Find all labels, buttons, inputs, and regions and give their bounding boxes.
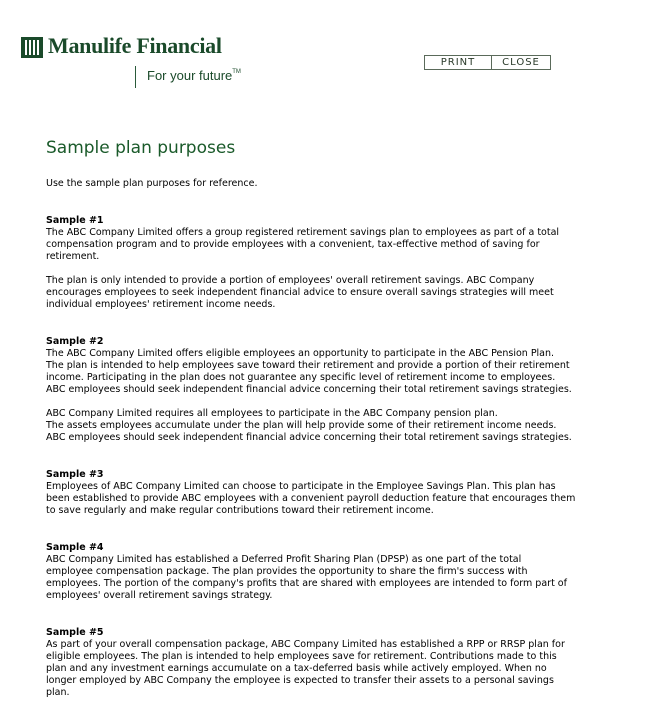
sample-paragraph: [46, 554, 665, 602]
text-line: plan.: [46, 687, 70, 698]
sample-paragraph: [46, 408, 665, 444]
samples-list: [46, 215, 665, 699]
paragraph-gap: [46, 263, 665, 275]
text-line: The plan is only intended to provide a portion of employees' overall retirement savings. ABC Company: [46, 275, 535, 286]
print-close-toolbar: [424, 55, 551, 70]
sample-section: [46, 336, 665, 444]
intro-text: Use the sample plan purposes for reference.: [46, 178, 258, 189]
manulife-stripes-icon: [21, 37, 43, 58]
text-line: The assets employees accumulate under the plan will help provide some of their retirement income needs.: [46, 420, 557, 431]
close-button[interactable]: CLOSE: [492, 56, 550, 69]
sample-section: [46, 215, 665, 311]
sample-section: [46, 627, 665, 699]
text-line: ABC Company Limited has established a Deferred Profit Sharing Plan (DPSP) as one part of the total: [46, 554, 522, 565]
sample-paragraph: [46, 481, 665, 517]
sample-paragraph: [46, 275, 665, 311]
sample-paragraph: [46, 348, 665, 396]
text-line: retirement.: [46, 251, 100, 262]
tagline-trademark: TM: [232, 69, 241, 75]
sample-section: [46, 542, 665, 602]
text-line: compensation program and to provide employees with a convenient, tax-effective method of saving for: [46, 239, 540, 250]
text-line: been established to provide ABC employees with a convenient payroll deduction feature that encourages them: [46, 493, 576, 504]
print-button[interactable]: PRINT: [425, 56, 492, 69]
text-line: The plan is intended to help employees save toward their retirement and provide a portion of their retirement: [46, 360, 570, 371]
brand-tagline: [147, 68, 241, 83]
paragraph-gap: [46, 396, 665, 408]
page-content: [46, 178, 665, 724]
text-line: longer employed by ABC Company the employee is expected to transfer their assets to a personal savings: [46, 675, 554, 686]
sample-heading: Sample #2: [46, 336, 104, 347]
brand-name: Manulife Financial: [48, 33, 222, 58]
text-line: employee compensation package. The plan provides the opportunity to share the firm's success with: [46, 566, 528, 577]
text-line: The ABC Company Limited offers eligible employees an opportunity to participate in the ABC Pension Plan.: [46, 348, 555, 359]
page-title: Sample plan purposes: [46, 138, 236, 158]
text-line: As part of your overall compensation package, ABC Company Limited has established a RPP or RRSP plan for: [46, 639, 565, 650]
text-line: individual employees' retirement income needs.: [46, 299, 276, 310]
manulife-logo: [21, 33, 261, 92]
sample-heading: Sample #4: [46, 542, 104, 553]
text-line: to save regularly and make regular contributions toward their retirement income.: [46, 505, 434, 516]
sample-paragraph: [46, 227, 665, 263]
text-line: employees' overall retirement savings strategy.: [46, 590, 273, 601]
sample-heading: Sample #5: [46, 627, 104, 638]
text-line: ABC Company Limited requires all employees to participate in the ABC Company pension plan.: [46, 408, 498, 419]
text-line: encourages employees to seek independent financial advice to ensure overall savings strategies will meet: [46, 287, 554, 298]
text-line: ABC employees should seek independent financial advice concerning their total retirement savings strategies.: [46, 384, 572, 395]
sample-heading: Sample #3: [46, 469, 104, 480]
sample-heading: Sample #1: [46, 215, 104, 226]
text-line: ABC employees should seek independent financial advice concerning their total retirement savings strategies.: [46, 432, 572, 443]
text-line: plan and any investment earnings accumulate on a tax-deferred basis while actively employed. When no: [46, 663, 547, 674]
logo-divider: [135, 66, 136, 88]
text-line: The ABC Company Limited offers a group registered retirement savings plan to employees as part of a total: [46, 227, 560, 238]
text-line: employees. The portion of the company's profits that are shared with employees are intended to form part of: [46, 578, 567, 589]
text-line: income. Participating in the plan does not guarantee any specific level of retirement income to employees.: [46, 372, 556, 383]
text-line: Employees of ABC Company Limited can choose to participate in the Employee Savings Plan. This plan has: [46, 481, 556, 492]
tagline-text: For your future: [147, 68, 233, 83]
sample-paragraph: [46, 639, 665, 699]
text-line: eligible employees. The plan is intended to help employees save for retirement. Contributions made to this: [46, 651, 557, 662]
sample-section: [46, 469, 665, 517]
